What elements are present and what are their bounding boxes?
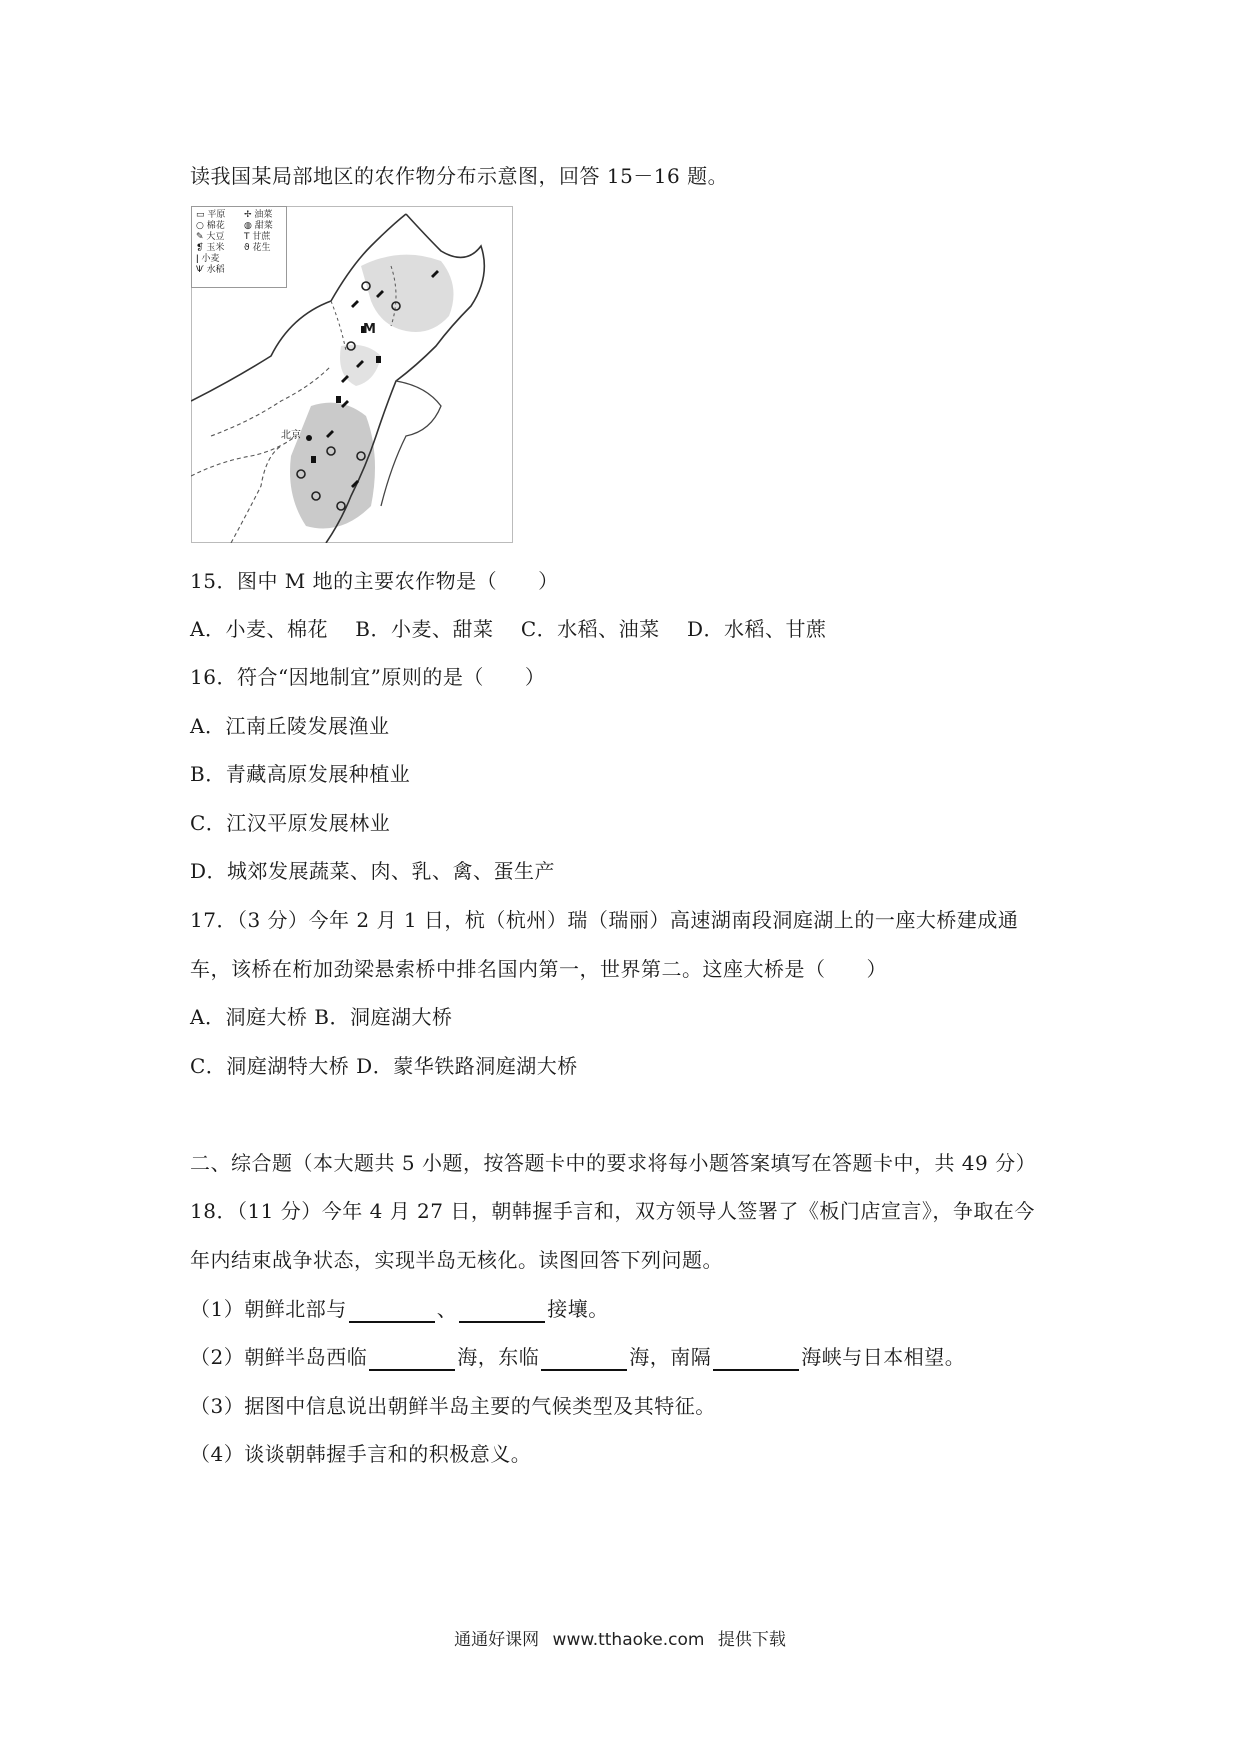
q18-sub2: [190, 1343, 965, 1371]
crop-distribution-map: [191, 206, 513, 543]
label-beijing: 北京: [281, 430, 301, 441]
legend-item: [244, 210, 273, 221]
footer-tail: 提供下载: [717, 1630, 786, 1650]
rapeseed-icon: ✢: [244, 210, 255, 220]
legend-item: [196, 232, 225, 243]
legend-label: 水稻: [206, 265, 225, 275]
q15-options: A．小麦、棉花 B．小麦、甜菜 C．水稻、油菜 D．水稻、甘蔗: [190, 617, 827, 641]
legend-item: [244, 232, 273, 243]
beet-icon: ◍: [244, 221, 255, 231]
legend-item: [196, 210, 225, 221]
q18-sub4: （4）谈谈朝韩握手言和的积极意义。: [190, 1442, 532, 1466]
q16-stem: 16．符合“因地制宜”原则的是（ ）: [190, 665, 546, 689]
legend-item: [244, 221, 273, 232]
plain-icon: ▭: [196, 210, 208, 220]
q18-sub2-part2: 海，东临: [457, 1345, 540, 1369]
q18-sub2-part3: 海，南隔: [629, 1345, 712, 1369]
q18-sub1-sep: 、: [436, 1297, 458, 1321]
q15-stem: 15．图中 M 地的主要农作物是（ ）: [190, 569, 559, 593]
q18-line2: 年内结束战争状态，实现半岛无核化。读图回答下列问题。: [190, 1248, 723, 1272]
legend-label: 小麦: [201, 254, 220, 264]
q18-sub3: （3）据图中信息说出朝鲜半岛主要的气候类型及其特征。: [190, 1394, 716, 1418]
footer-site: 通通好课网: [454, 1630, 540, 1650]
q18-sub1-suffix: 接壤。: [547, 1297, 609, 1321]
page-footer: [0, 1625, 1240, 1650]
legend-item: [196, 265, 225, 276]
q18-sub2-part1: （2）朝鲜半岛西临: [190, 1345, 368, 1369]
q16-option-a: A．江南丘陵发展渔业: [190, 714, 390, 738]
legend-item: [196, 254, 225, 265]
intro-text: 读我国某局部地区的农作物分布示意图，回答 15－16 题。: [190, 164, 729, 188]
legend-item: [196, 221, 225, 232]
legend-label: 甜菜: [254, 221, 273, 231]
legend-item: [244, 243, 273, 254]
legend-label: 玉米: [206, 243, 225, 253]
q16-option-d: D．城郊发展蔬菜、肉、乳、禽、蛋生产: [190, 859, 556, 883]
legend-label: 花生: [252, 243, 271, 253]
q17-line1: 17．（3 分）今年 2 月 1 日，杭（杭州）瑞（瑞丽）高速湖南段洞庭湖上的一座大桥建成通: [190, 908, 1019, 932]
q18-sub2-part4: 海峡与日本相望。: [801, 1345, 966, 1369]
legend-label: 甘蔗: [252, 232, 271, 242]
legend-label: 棉花: [206, 221, 225, 231]
answer-blank[interactable]: [369, 1349, 455, 1371]
legend-item: [196, 243, 225, 254]
q18-sub1: [190, 1295, 609, 1323]
legend-label: 油菜: [254, 210, 273, 220]
answer-blank[interactable]: [459, 1301, 545, 1323]
wheat-icon: ǀ: [196, 254, 202, 264]
answer-blank[interactable]: [349, 1301, 435, 1323]
q18-sub1-prefix: （1）朝鲜北部与: [190, 1297, 347, 1321]
q17-options-cd: C．洞庭湖特大桥 D．蒙华铁路洞庭湖大桥: [190, 1054, 578, 1078]
footer-url[interactable]: www.tthaoke.com: [552, 1630, 705, 1650]
soybean-icon: ✎: [196, 232, 207, 242]
q18-line1: 18．（11 分）今年 4 月 27 日，朝韩握手言和，双方领导人签署了《板门店宣言》，争取在今: [190, 1199, 1035, 1223]
rice-icon: Ѱ: [196, 265, 207, 275]
label-m: M: [363, 322, 376, 337]
q16-option-c: C．江汉平原发展林业: [190, 811, 391, 835]
section2-heading: 二、综合题（本大题共 5 小题，按答题卡中的要求将每小题答案填写在答题卡中，共 49 分）: [190, 1151, 1037, 1175]
q16-option-b: B．青藏高原发展种植业: [190, 762, 411, 786]
cotton-icon: ○: [196, 221, 207, 231]
corn-icon: ❡: [196, 243, 207, 253]
q17-line2: 车，该桥在桁加劲梁悬索桥中排名国内第一，世界第二。这座大桥是（ ）: [190, 957, 887, 981]
q17-options-ab: A．洞庭大桥 B．洞庭湖大桥: [190, 1005, 453, 1029]
map-legend: [191, 206, 287, 288]
legend-label: 大豆: [206, 232, 225, 242]
legend-label: 平原: [207, 210, 226, 220]
sugarcane-icon: T: [244, 232, 253, 242]
answer-blank[interactable]: [541, 1349, 627, 1371]
answer-blank[interactable]: [713, 1349, 799, 1371]
peanut-icon: ϑ: [244, 243, 253, 253]
